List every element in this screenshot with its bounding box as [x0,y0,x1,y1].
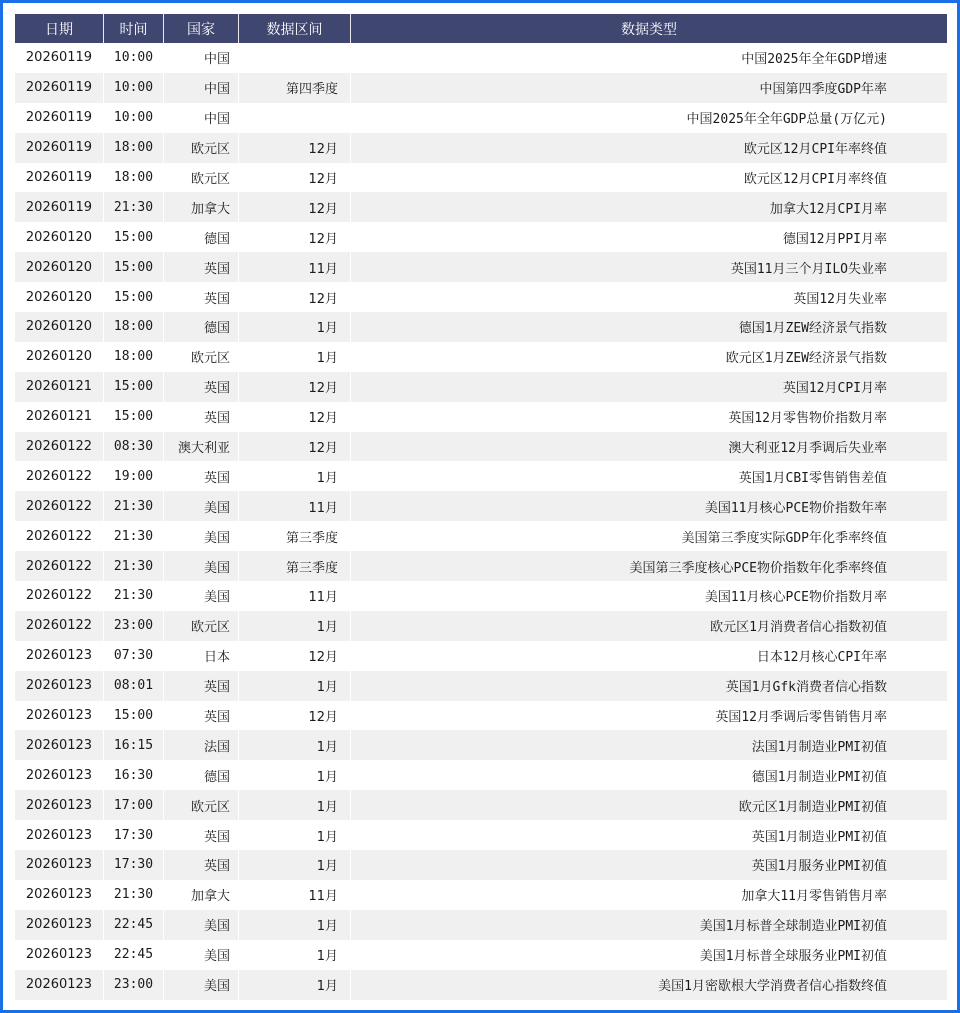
cell-country: 英国 [164,372,239,402]
cell-time: 15:00 [104,252,164,282]
cell-date: 20260122 [15,461,104,491]
header-time: 时间 [104,14,164,43]
cell-country: 英国 [164,701,239,731]
cell-date: 20260123 [15,970,104,1000]
table-row [15,282,947,312]
cell-type: 法国1月制造业PMI初值 [351,730,947,760]
cell-date: 20260119 [15,43,104,73]
cell-country: 美国 [164,970,239,1000]
cell-country: 英国 [164,282,239,312]
cell-date: 20260123 [15,910,104,940]
cell-type: 美国1月密歇根大学消费者信心指数终值 [351,970,947,1000]
cell-country: 德国 [164,312,239,342]
cell-time: 21:30 [104,521,164,551]
cell-time: 15:00 [104,372,164,402]
cell-country: 中国 [164,103,239,133]
cell-country: 欧元区 [164,611,239,641]
cell-time: 15:00 [104,402,164,432]
cell-period: 12月 [239,133,351,163]
cell-type: 中国2025年全年GDP总量(万亿元) [686,112,887,128]
cell-date: 20260122 [15,581,104,611]
cell-period: 12月 [239,222,351,252]
cell-period: 1月 [239,342,351,372]
cell-country: 美国 [164,551,239,581]
cell-period: 1月 [239,461,351,491]
table-row [15,222,947,252]
cell-type: 英国1月服务业PMI初值 [351,850,947,880]
cell-date: 20260123 [15,760,104,790]
cell-date: 20260122 [15,432,104,462]
cell-time: 23:00 [104,611,164,641]
cell-type: 欧元区1月ZEW经济景气指数 [725,351,887,367]
cell-date: 20260119 [15,133,104,163]
cell-country: 英国 [164,850,239,880]
cell-date: 20260120 [15,342,104,372]
cell-time: 16:30 [104,760,164,790]
cell-date: 20260123 [15,701,104,731]
cell-period: 1月 [239,790,351,820]
cell-country: 英国 [164,402,239,432]
cell-period: 12月 [239,282,351,312]
cell-country: 英国 [164,252,239,282]
table-row [15,192,947,222]
cell-time: 21:30 [104,192,164,222]
table-row [15,43,947,73]
cell-period: 1月 [239,820,351,850]
cell-type: 中国第四季度GDP年率 [351,73,947,103]
cell-date: 20260123 [15,880,104,910]
cell-country: 德国 [164,222,239,252]
cell-date: 20260119 [15,73,104,103]
table-row [15,730,947,760]
cell-country: 澳大利亚 [164,432,239,462]
cell-time: 22:45 [104,910,164,940]
cell-date: 20260122 [15,551,104,581]
cell-type: 澳大利亚12月季调后失业率 [351,432,947,462]
table-row [15,312,947,342]
cell-type: 德国1月ZEW经济景气指数 [351,312,947,342]
cell-period: 第三季度 [239,551,351,581]
header-data-type: 数据类型 [351,14,947,43]
table-row [15,701,947,731]
cell-period: 第四季度 [239,73,351,103]
cell-type: 中国2025年全年GDP增速 [741,52,887,68]
header-date: 日期 [15,14,104,43]
cell-type: 美国第三季度核心PCE物价指数年化季率终值 [351,551,947,581]
cell-country: 中国 [164,73,239,103]
cell-time: 10:00 [104,43,164,73]
cell-time: 19:00 [104,461,164,491]
cell-country: 欧元区 [164,163,239,193]
economic-calendar-container [15,14,947,1000]
cell-time: 21:30 [104,880,164,910]
cell-date: 20260120 [15,222,104,252]
cell-time: 21:30 [104,491,164,521]
cell-time: 10:00 [104,103,164,133]
cell-country: 加拿大 [164,880,239,910]
cell-time: 18:00 [104,342,164,372]
cell-period: 12月 [239,192,351,222]
cell-period: 1月 [239,760,351,790]
cell-time: 08:30 [104,432,164,462]
cell-date: 20260123 [15,940,104,970]
cell-time: 22:45 [104,940,164,970]
cell-date: 20260119 [15,192,104,222]
cell-period: 12月 [239,701,351,731]
table-row [15,342,947,372]
cell-country: 欧元区 [164,790,239,820]
cell-period [239,43,351,73]
cell-date: 20260119 [15,103,104,133]
table-row [15,970,947,1000]
cell-type: 英国1月制造业PMI初值 [751,829,887,845]
cell-period: 1月 [239,730,351,760]
table-row [15,880,947,910]
cell-type: 美国11月核心PCE物价指数月率 [704,590,887,606]
table-row [15,850,947,880]
table-row [15,760,947,790]
cell-period: 1月 [239,611,351,641]
cell-type: 英国1月Gfk消费者信心指数 [351,671,947,701]
table-row [15,372,947,402]
cell-date: 20260123 [15,671,104,701]
table-row [15,133,947,163]
cell-period: 1月 [239,671,351,701]
cell-period: 1月 [239,850,351,880]
cell-country: 美国 [164,491,239,521]
table-row [15,491,947,521]
cell-country: 英国 [164,671,239,701]
table-row [15,551,947,581]
cell-period: 11月 [239,581,351,611]
cell-time: 18:00 [104,163,164,193]
cell-type: 美国第三季度实际GDP年化季率终值 [681,530,887,546]
table-row [15,163,947,193]
cell-period: 1月 [239,910,351,940]
cell-date: 20260122 [15,611,104,641]
cell-period: 12月 [239,163,351,193]
cell-type: 加拿大12月CPI月率 [351,192,947,222]
cell-country: 欧元区 [164,342,239,372]
cell-period: 1月 [239,312,351,342]
table-row [15,641,947,671]
cell-country: 加拿大 [164,192,239,222]
cell-type: 英国12月失业率 [793,291,887,307]
cell-country: 中国 [164,43,239,73]
cell-type: 欧元区12月CPI月率终值 [743,172,887,187]
cell-date: 20260121 [15,402,104,432]
cell-time: 18:00 [104,133,164,163]
cell-time: 21:30 [104,551,164,581]
cell-time: 16:15 [104,730,164,760]
cell-type: 欧元区1月制造业PMI初值 [351,790,947,820]
cell-type: 德国12月PPI月率 [782,231,887,247]
cell-period [239,103,351,133]
table-row [15,671,947,701]
table-row [15,461,947,491]
cell-country: 德国 [164,760,239,790]
cell-time: 15:00 [104,282,164,312]
cell-time: 15:00 [104,701,164,731]
cell-type: 美国1月标普全球服务业PMI初值 [699,949,887,965]
cell-date: 20260120 [15,282,104,312]
cell-period: 12月 [239,372,351,402]
cell-time: 18:00 [104,312,164,342]
cell-period: 1月 [239,940,351,970]
cell-type: 美国1月标普全球制造业PMI初值 [351,910,947,940]
cell-country: 英国 [164,820,239,850]
cell-date: 20260122 [15,491,104,521]
cell-time: 08:01 [104,671,164,701]
cell-country: 欧元区 [164,133,239,163]
header-country: 国家 [164,14,239,43]
table-body [15,43,947,1000]
cell-country: 英国 [164,461,239,491]
cell-type: 英国1月CBI零售销售差值 [738,470,887,486]
cell-time: 17:00 [104,790,164,820]
cell-country: 法国 [164,730,239,760]
cell-time: 23:00 [104,970,164,1000]
cell-type: 美国11月核心PCE物价指数年率 [351,491,947,521]
cell-type: 英国12月零售物价指数月率 [728,411,887,427]
cell-date: 20260123 [15,820,104,850]
table-row [15,73,947,103]
table-row [15,402,947,432]
cell-period: 第三季度 [239,521,351,551]
economic-calendar-table [15,14,947,1000]
table-row [15,103,947,133]
table-row [15,940,947,970]
cell-time: 17:30 [104,820,164,850]
cell-type: 英国12月季调后零售销售月率 [715,710,887,726]
table-header [15,14,947,43]
cell-time: 21:30 [104,581,164,611]
cell-type: 欧元区12月CPI年率终值 [351,133,947,163]
cell-type: 日本12月核心CPI年率 [756,650,887,666]
cell-period: 11月 [239,252,351,282]
cell-period: 12月 [239,641,351,671]
table-row [15,910,947,940]
cell-period: 11月 [239,491,351,521]
cell-period: 1月 [239,970,351,1000]
cell-type: 加拿大11月零售销售月率 [741,889,887,905]
cell-type: 德国1月制造业PMI初值 [751,769,887,785]
cell-country: 美国 [164,521,239,551]
cell-country: 日本 [164,641,239,671]
cell-country: 美国 [164,940,239,970]
table-row [15,521,947,551]
table-row [15,581,947,611]
cell-period: 12月 [239,402,351,432]
cell-type: 英国11月三个月ILO失业率 [351,252,947,282]
cell-date: 20260123 [15,641,104,671]
table-row [15,790,947,820]
table-row [15,432,947,462]
cell-time: 15:00 [104,222,164,252]
table-row [15,820,947,850]
cell-date: 20260122 [15,521,104,551]
cell-date: 20260123 [15,730,104,760]
cell-country: 美国 [164,910,239,940]
table-row [15,252,947,282]
cell-period: 12月 [239,432,351,462]
cell-date: 20260121 [15,372,104,402]
table-row [15,611,947,641]
cell-time: 10:00 [104,73,164,103]
cell-time: 07:30 [104,641,164,671]
cell-date: 20260123 [15,790,104,820]
cell-country: 美国 [164,581,239,611]
cell-date: 20260119 [15,163,104,193]
cell-type: 欧元区1月消费者信心指数初值 [351,611,947,641]
cell-period: 11月 [239,880,351,910]
cell-time: 17:30 [104,850,164,880]
cell-type: 英国12月CPI月率 [351,372,947,402]
cell-date: 20260123 [15,850,104,880]
cell-date: 20260120 [15,312,104,342]
header-period: 数据区间 [239,14,351,43]
cell-date: 20260120 [15,252,104,282]
